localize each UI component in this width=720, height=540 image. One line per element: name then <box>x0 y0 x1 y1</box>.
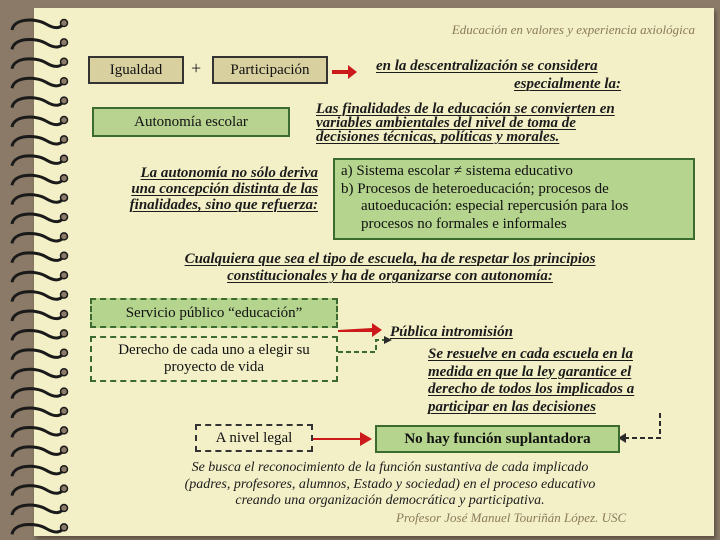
publica-intromision: Pública intromisión <box>390 324 513 340</box>
conclusion-line2: (padres, profesores, alumnos, Estado y sociedad) en el proceso educativo <box>184 476 596 492</box>
conclusion-line3: creando una organización democrática y participativa. <box>235 493 545 508</box>
derecho-line1: Derecho de cada uno a elegir su <box>118 342 310 358</box>
sistema-a: a) Sistema escolar ≠ sistema educativo <box>341 163 573 179</box>
nivel-legal-box <box>195 424 313 452</box>
se-resuelve-line1: Se resuelve en cada escuela en la <box>428 346 633 362</box>
no-hay-box <box>375 425 620 453</box>
sistema-b2: autoeducación: especial repercusión para los <box>361 198 629 214</box>
igualdad-label: Igualdad <box>109 62 163 78</box>
finalidades-line1: Las finalidades de la educación se convierten en <box>316 101 615 117</box>
cualquiera-line2: constitucionales y ha de organizarse con autonomía: <box>227 268 553 284</box>
se-resuelve-line3: derecho de todos los implicados a <box>428 381 635 397</box>
se-resuelve-line4: participar en las decisiones <box>428 398 596 415</box>
plus-sign: + <box>191 58 202 78</box>
sistema-b1: b) Procesos de heteroeducación; procesos de <box>341 180 609 197</box>
conclusion-line1: Se busca el reconocimiento de la función sustantiva de cada implicado <box>191 460 589 475</box>
participacion-label: Participación <box>230 62 310 78</box>
sistema-b3: procesos no formales e informales <box>361 215 567 232</box>
autonomia-line1: La autonomía no sólo deriva <box>140 165 318 181</box>
descentralizacion-line1: en la descentralización se considera <box>376 58 598 74</box>
nivel-legal-label: A nivel legal <box>215 430 293 446</box>
autonomia-line3: finalidades, sino que refuerza: <box>129 197 318 213</box>
servicio-publico-label: Servicio público “educación” <box>125 305 303 321</box>
no-hay-label: No hay función suplantadora <box>404 431 591 447</box>
conclusion-text <box>100 460 680 510</box>
finalidades-line2: variables ambientales del nivel de toma de <box>316 115 576 131</box>
finalidades-line3: decisiones técnicas, políticas y morales. <box>316 129 560 145</box>
se-resuelve-text <box>428 346 634 416</box>
se-resuelve-line2: medida en que la ley garantice el <box>428 363 632 380</box>
cualquiera-line1: Cualquiera que sea el tipo de escuela, ha de respetar los principios <box>184 251 596 267</box>
autonomia-line2: una concepción distinta de las <box>131 181 318 197</box>
derecho-line2: proyecto de vida <box>164 359 264 375</box>
autonomia-escolar-label: Autonomía escolar <box>134 114 248 130</box>
footer-author: Profesor José Manuel Touriñán López. USC <box>396 510 627 525</box>
slide-header: Educación en valores y experiencia axiológica <box>451 22 695 37</box>
descentralizacion-line2: especialmente la: <box>514 76 622 92</box>
